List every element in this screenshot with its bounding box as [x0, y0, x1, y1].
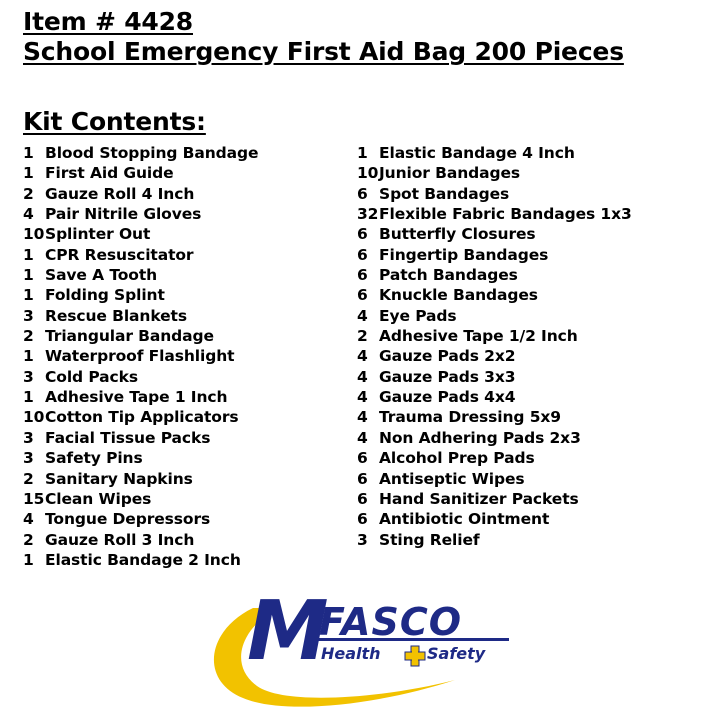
contents-item — [23, 224, 258, 244]
contents-item — [357, 265, 632, 285]
contents-item — [357, 407, 632, 427]
item-quantity: 10 — [23, 225, 45, 244]
item-name: Gauze Pads 4x4 — [379, 388, 516, 407]
contents-item — [357, 143, 632, 163]
item-name: Gauze Roll 3 Inch — [45, 530, 195, 549]
item-quantity: 3 — [23, 367, 34, 386]
item-name: Triangular Bandage — [45, 327, 214, 346]
item-name: Adhesive Tape 1 Inch — [45, 388, 228, 407]
contents-item — [23, 448, 258, 468]
item-quantity: 4 — [357, 306, 368, 325]
item-quantity: 1 — [23, 550, 34, 569]
contents-item — [357, 285, 632, 305]
item-quantity: 6 — [357, 245, 368, 264]
contents-item — [357, 184, 632, 204]
page-title: School Emergency First Aid Bag 200 Pieces — [23, 37, 624, 66]
contents-item — [357, 245, 632, 265]
item-number: Item # 4428 — [23, 7, 193, 36]
contents-item — [357, 469, 632, 489]
item-quantity: 2 — [23, 327, 34, 346]
item-quantity: 3 — [23, 306, 34, 325]
contents-item — [357, 306, 632, 326]
item-name: Antibiotic Ointment — [379, 510, 550, 529]
contents-item — [357, 163, 632, 183]
item-name: Splinter Out — [45, 225, 151, 244]
contents-item — [357, 326, 632, 346]
item-name: Save A Tooth — [45, 266, 158, 285]
item-name: Trauma Dressing 5x9 — [379, 408, 561, 427]
item-quantity: 4 — [357, 367, 368, 386]
contents-item — [23, 163, 258, 183]
item-quantity: 4 — [357, 408, 368, 427]
contents-item — [357, 224, 632, 244]
item-quantity: 2 — [357, 327, 368, 346]
item-name: Adhesive Tape 1/2 Inch — [379, 327, 578, 346]
contents-item — [23, 469, 258, 489]
item-name: Elastic Bandage 2 Inch — [45, 550, 241, 569]
item-name: Waterproof Flashlight — [45, 347, 235, 366]
item-quantity: 4 — [357, 428, 368, 447]
contents-item — [357, 448, 632, 468]
contents-item — [357, 387, 632, 407]
item-name: Blood Stopping Bandage — [45, 144, 259, 162]
item-name: Patch Bandages — [379, 266, 518, 285]
contents-item — [23, 184, 258, 204]
item-quantity: 10 — [23, 408, 45, 427]
item-name: Hand Sanitizer Packets — [379, 489, 579, 508]
contents-column-right — [357, 143, 632, 550]
contents-item — [357, 346, 632, 366]
item-name: Eye Pads — [379, 306, 457, 325]
item-quantity: 32 — [357, 205, 379, 224]
contents-item — [357, 428, 632, 448]
contents-item — [23, 407, 258, 427]
item-name: Cold Packs — [45, 367, 138, 386]
contents-item — [23, 143, 258, 163]
logo-tagline-health: Health — [321, 644, 381, 663]
item-quantity: 1 — [357, 144, 368, 162]
item-name: Safety Pins — [45, 449, 143, 468]
item-quantity: 1 — [23, 347, 34, 366]
item-name: Non Adhering Pads 2x3 — [379, 428, 581, 447]
contents-item — [23, 489, 258, 509]
item-quantity: 6 — [357, 225, 368, 244]
item-quantity: 1 — [23, 144, 34, 162]
contents-item — [23, 428, 258, 448]
contents-item — [357, 509, 632, 529]
item-quantity: 6 — [357, 469, 368, 488]
item-quantity: 3 — [357, 530, 368, 549]
contents-item — [23, 285, 258, 305]
contents-column-left — [23, 143, 258, 570]
logo-initial: M — [247, 584, 325, 679]
item-name: Sting Relief — [379, 530, 480, 549]
item-quantity: 6 — [357, 449, 368, 468]
contents-item — [23, 346, 258, 366]
contents-item — [23, 387, 258, 407]
contents-item — [357, 489, 632, 509]
item-name: Butterfly Closures — [379, 225, 536, 244]
item-name: CPR Resuscitator — [45, 245, 194, 264]
item-quantity: 1 — [23, 164, 34, 183]
contents-item — [357, 530, 632, 550]
item-name: Antiseptic Wipes — [379, 469, 525, 488]
item-quantity: 1 — [23, 266, 34, 285]
item-name: Clean Wipes — [45, 489, 152, 508]
logo-brand-name: FASCO — [319, 600, 463, 644]
item-name: Junior Bandages — [379, 164, 521, 183]
item-name: Fingertip Bandages — [379, 245, 549, 264]
item-quantity: 6 — [357, 286, 368, 305]
contents-item — [23, 367, 258, 387]
contents-item — [23, 509, 258, 529]
contents-item — [23, 265, 258, 285]
item-name: Spot Bandages — [379, 184, 510, 203]
item-name: Folding Splint — [45, 286, 165, 305]
mfasco-logo — [205, 584, 525, 713]
item-quantity: 6 — [357, 184, 368, 203]
contents-item — [23, 306, 258, 326]
contents-item — [357, 367, 632, 387]
item-name: Rescue Blankets — [45, 306, 187, 325]
item-name: Pair Nitrile Gloves — [45, 205, 202, 224]
logo-tagline-safety: Safety — [427, 644, 486, 663]
item-name: Gauze Roll 4 Inch — [45, 184, 195, 203]
item-name: Alcohol Prep Pads — [379, 449, 535, 468]
contents-item — [23, 550, 258, 570]
item-quantity: 2 — [23, 184, 34, 203]
item-quantity: 10 — [357, 164, 379, 183]
item-name: Knuckle Bandages — [379, 286, 538, 305]
item-name: Sanitary Napkins — [45, 469, 193, 488]
item-quantity: 15 — [23, 489, 45, 508]
item-quantity: 2 — [23, 530, 34, 549]
item-quantity: 3 — [23, 428, 34, 447]
item-name: Flexible Fabric Bandages 1x3 — [379, 205, 632, 224]
item-quantity: 2 — [23, 469, 34, 488]
contents-item — [23, 530, 258, 550]
item-quantity: 4 — [23, 510, 34, 529]
contents-item — [23, 204, 258, 224]
item-quantity: 4 — [357, 388, 368, 407]
item-name: Cotton Tip Applicators — [45, 408, 239, 427]
item-quantity: 1 — [23, 245, 34, 264]
item-quantity: 1 — [23, 286, 34, 305]
item-quantity: 4 — [23, 205, 34, 224]
item-name: Elastic Bandage 4 Inch — [379, 144, 575, 162]
item-quantity: 6 — [357, 510, 368, 529]
item-name: Gauze Pads 2x2 — [379, 347, 516, 366]
item-quantity: 1 — [23, 388, 34, 407]
item-quantity: 6 — [357, 489, 368, 508]
contents-item — [357, 204, 632, 224]
item-name: Facial Tissue Packs — [45, 428, 211, 447]
item-name: Tongue Depressors — [45, 510, 211, 529]
item-quantity: 4 — [357, 347, 368, 366]
item-name: First Aid Guide — [45, 164, 174, 183]
kit-contents-heading: Kit Contents: — [23, 107, 206, 136]
contents-item — [23, 326, 258, 346]
item-quantity: 3 — [23, 449, 34, 468]
contents-item — [23, 245, 258, 265]
item-quantity: 6 — [357, 266, 368, 285]
item-name: Gauze Pads 3x3 — [379, 367, 516, 386]
